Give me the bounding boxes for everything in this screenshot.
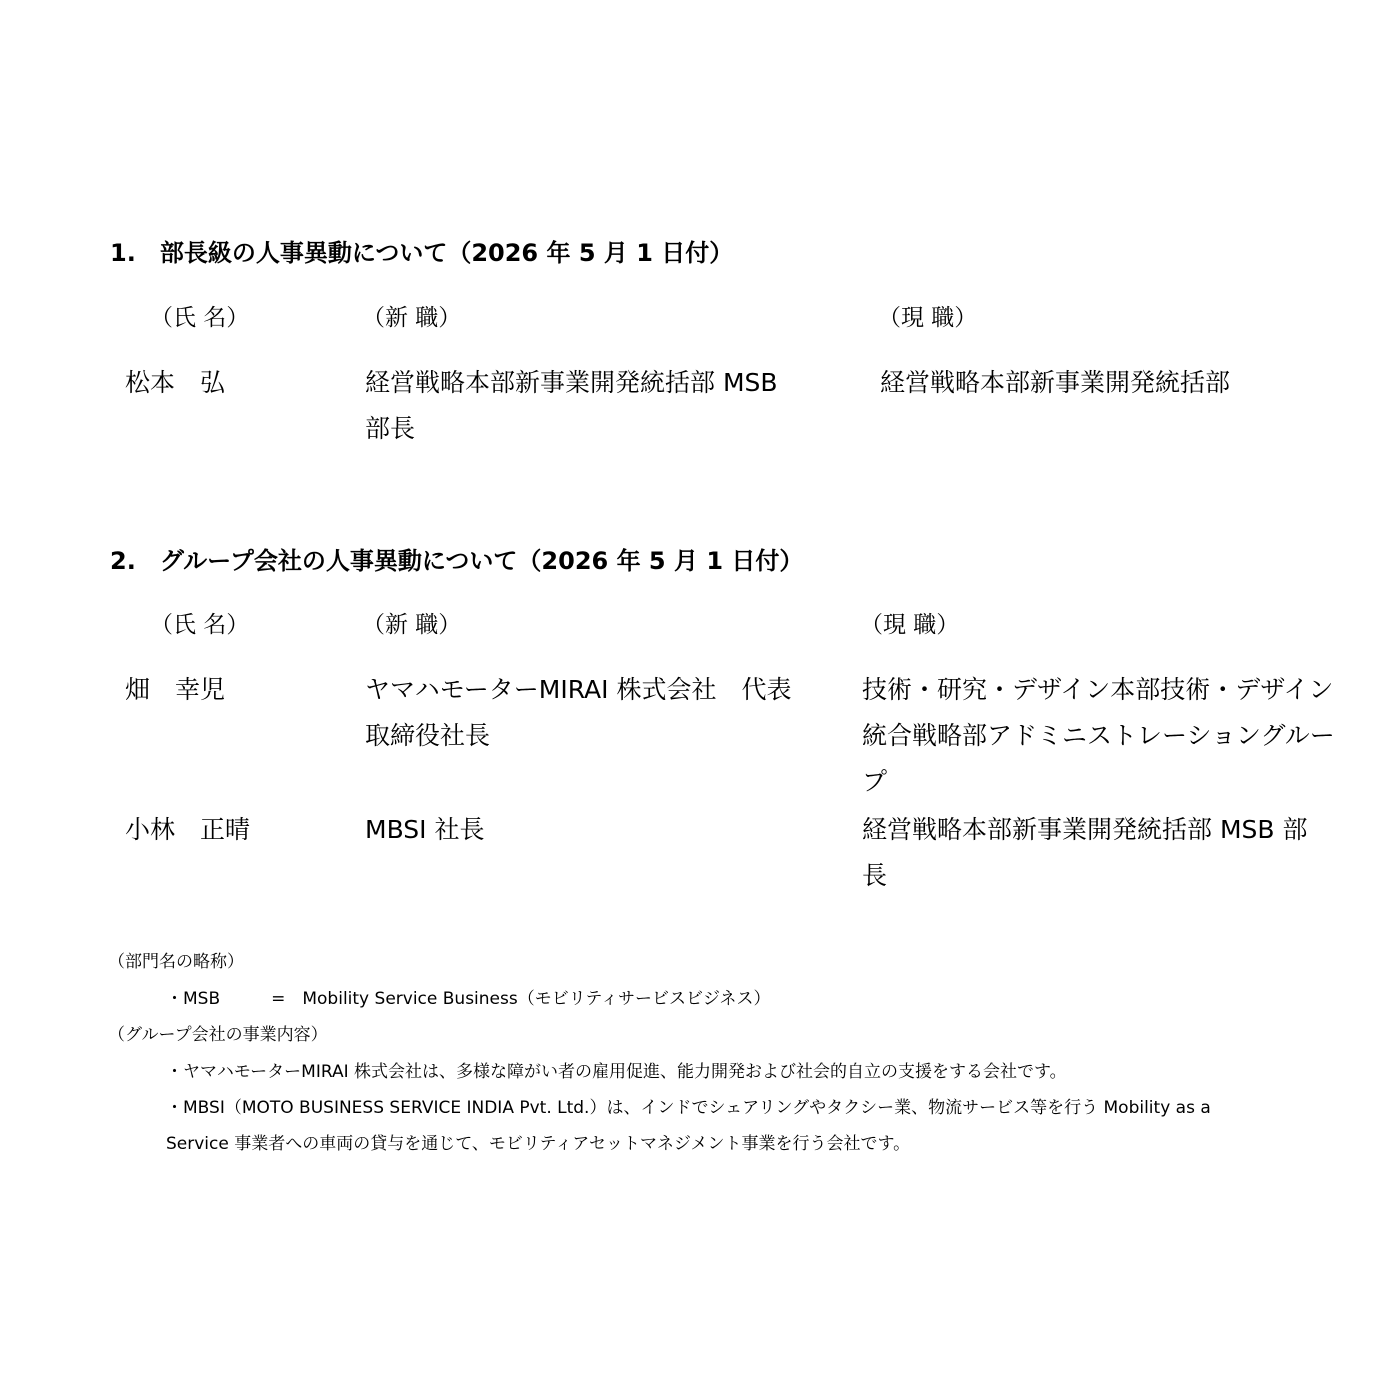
abbr-heading: （部門名の略称） (108, 952, 244, 972)
line: 経営戦略本部新事業開発統括部 (880, 368, 1231, 397)
line: 経営戦略本部新事業開発統括部 MSB 部 (862, 815, 1308, 844)
s1-col-name: （氏 名） (150, 305, 250, 331)
line: MBSI 社長 (365, 815, 485, 844)
line: ヤマハモーターMIRAI 株式会社 代表 (365, 675, 792, 704)
abbr-item: ・MSB = Mobility Service Business（モビリティサービスビジネス） (166, 989, 771, 1009)
line: 経営戦略本部新事業開発統括部 MSB (365, 368, 778, 397)
s2-row2-current (862, 807, 1308, 899)
s1-col-new: （新 職） (362, 305, 462, 331)
s2-row2-new (365, 807, 484, 853)
s1-col-current: （現 職） (878, 305, 978, 331)
s2-col-current: （現 職） (860, 612, 960, 638)
line: 取締役社長 (365, 721, 491, 750)
s2-col-new: （新 職） (362, 612, 462, 638)
s2-row1-current (862, 667, 1335, 805)
business-heading: （グループ会社の事業内容） (108, 1025, 328, 1045)
business-item-mirai: ・ヤマハモーターMIRAI 株式会社は、多様な障がい者の雇用促進、能力開発および社会的自立の支援をする会社です。 (166, 1062, 1067, 1082)
line: プ (862, 767, 888, 796)
business-item-mbsi-cont: Service 事業者への車両の貸与を通じて、モビリティアセットマネジメント事業を行う会社です。 (166, 1134, 911, 1154)
s1-row1-name: 松本 弘 (125, 368, 226, 397)
section2-heading: 2. グループ会社の人事異動について（2026 年 5 月 1 日付） (110, 547, 804, 575)
line: 技術・研究・デザイン本部技術・デザイン (862, 675, 1334, 704)
s2-row2-name: 小林 正晴 (125, 815, 251, 844)
line: 統合戦略部アドミニストレーショングルー (862, 721, 1335, 750)
line: 長 (862, 861, 888, 890)
line: 部長 (365, 414, 416, 443)
s2-row1-name: 畑 幸児 (125, 675, 226, 704)
s2-row1-new (365, 667, 791, 759)
business-item-mbsi: ・MBSI（MOTO BUSINESS SERVICE INDIA Pvt. Ltd.）は、インドでシェアリングやタクシー業、物流サービス等を行う Mobility as a (166, 1098, 1211, 1118)
s2-col-name: （氏 名） (150, 612, 250, 638)
s1-row1-new (365, 360, 778, 452)
section1-heading: 1. 部長級の人事異動について（2026 年 5 月 1 日付） (110, 239, 734, 267)
s1-row1-current (880, 360, 1230, 406)
